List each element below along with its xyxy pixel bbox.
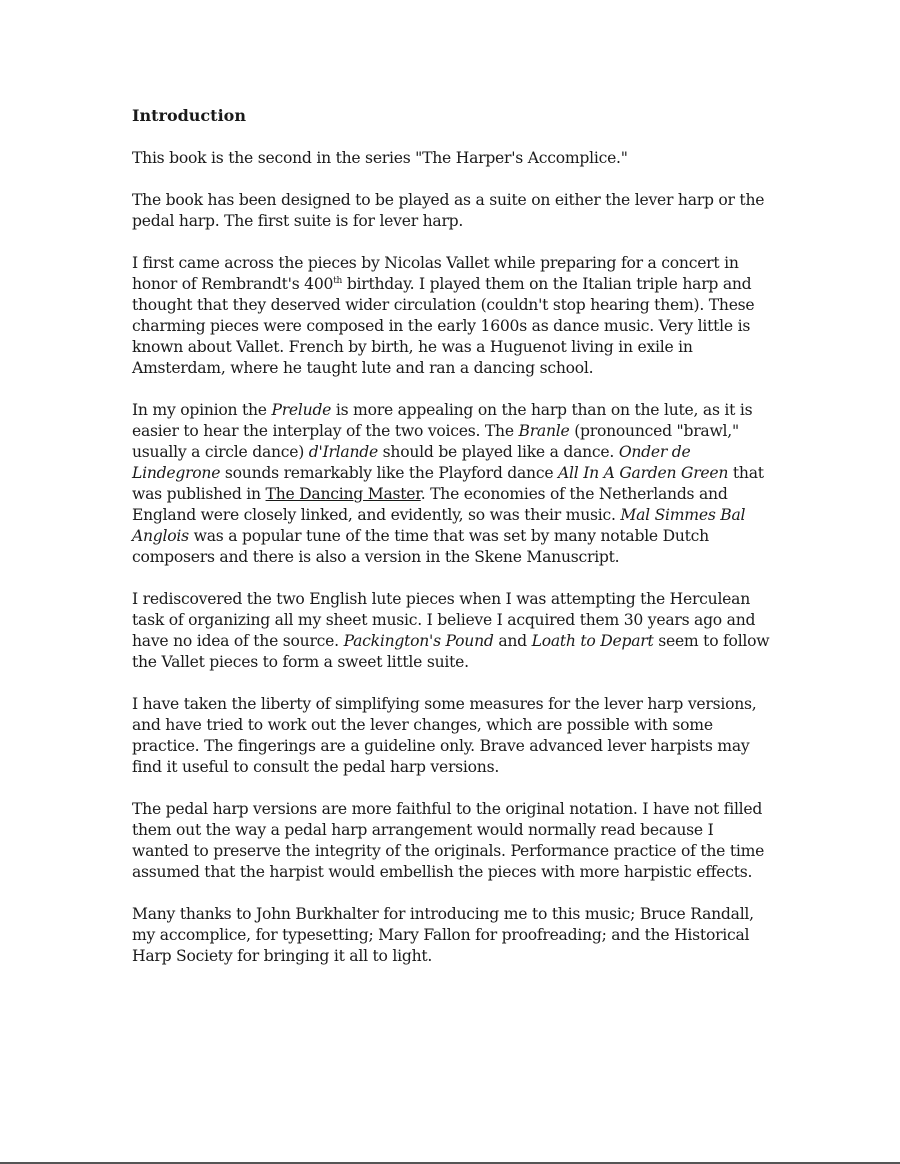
paragraph-pieces <box>132 400 772 568</box>
paragraph-design: The book has been designed to be played as a suite on either the lever harp or the pedal harp. The first suite is for lever harp. <box>132 191 765 230</box>
text-span: was a popular tune of the time that was set by many notable Dutch composers and there is also a version in the Skene Manuscript. <box>132 527 709 566</box>
paragraph-series: This book is the second in the series "The Harper's Accomplice." <box>132 149 628 167</box>
italic-title: Onder de Lindegrone <box>132 443 691 482</box>
paragraph-english-pieces <box>132 589 772 673</box>
text-span: is more appealing on the harp than on the lute, as it is easier to hear the interplay of the two voices. The <box>132 401 753 440</box>
paragraph-lever-harp: I have taken the liberty of simplifying some measures for the lever harp versions, and have tried to work out the lever changes, which are possible with some practice. The fingerings are a guideline only. Brave advanced lever harpists may find it useful to consult the pedal harp versions. <box>132 695 757 776</box>
page-content <box>132 104 772 988</box>
italic-title: d'Irlande <box>308 443 378 461</box>
italic-title: Prelude <box>271 401 332 419</box>
italic-title: Branle <box>518 422 570 440</box>
paragraph-thanks: Many thanks to John Burkhalter for introducing me to this music; Bruce Randall, my accomplice, for typesetting; Mary Fallon for proofreading; and the Historical Harp Society for bringing it all to light. <box>132 905 754 965</box>
page-title: Introduction <box>132 106 246 125</box>
text-span: . The economies of the Netherlands and England were closely linked, and evidently, so was their music. <box>132 485 728 524</box>
underlined-title: The Dancing Master <box>265 485 421 503</box>
text-span: should be played like a dance. <box>377 443 619 461</box>
italic-title: Loath to Depart <box>531 632 654 650</box>
text-span: sounds remarkably like the Playford dance <box>220 464 559 482</box>
text-span: In my opinion the <box>132 401 272 419</box>
italic-title: Mal Simmes Bal Anglois <box>132 506 746 545</box>
text-span: (pronounced "brawl," usually a circle dance) <box>132 422 739 461</box>
paragraph-pedal-harp: The pedal harp versions are more faithful to the original notation. I have not filled them out the way a pedal harp arrangement would normally read because I wanted to preserve the integrity of the originals. Performance practice of the time assumed that the harpist would embellish the pieces with more harpistic effects. <box>132 800 765 881</box>
italic-title: All In A Garden Green <box>558 464 729 482</box>
italic-title: Packington's Pound <box>343 632 494 650</box>
text-span: and <box>493 632 532 650</box>
text-span: I rediscovered the two English lute pieces when I was attempting the Herculean task of organizing all my sheet music. I believe I acquired them 30 years ago and have no idea of the source. <box>132 590 756 650</box>
text-span: I first came across the pieces by Nicolas Vallet while preparing for a concert in honor of Rembrandt's 400 <box>132 254 739 293</box>
ordinal-superscript: th <box>333 275 343 286</box>
text-span: seem to follow the Vallet pieces to form a sweet little suite. <box>132 632 770 671</box>
text-span: birthday. I played them on the Italian triple harp and thought that they deserved wider circulation (couldn't stop hearing them). These charming pieces were composed in the early 1600s as dance music. Very little is known about Vallet. French by birth, he was a Huguenot living in exile in Amsterdam, where he taught lute and ran a dancing school. <box>132 275 755 377</box>
text-span: that was published in <box>132 464 764 503</box>
paragraph-vallet <box>132 253 772 379</box>
